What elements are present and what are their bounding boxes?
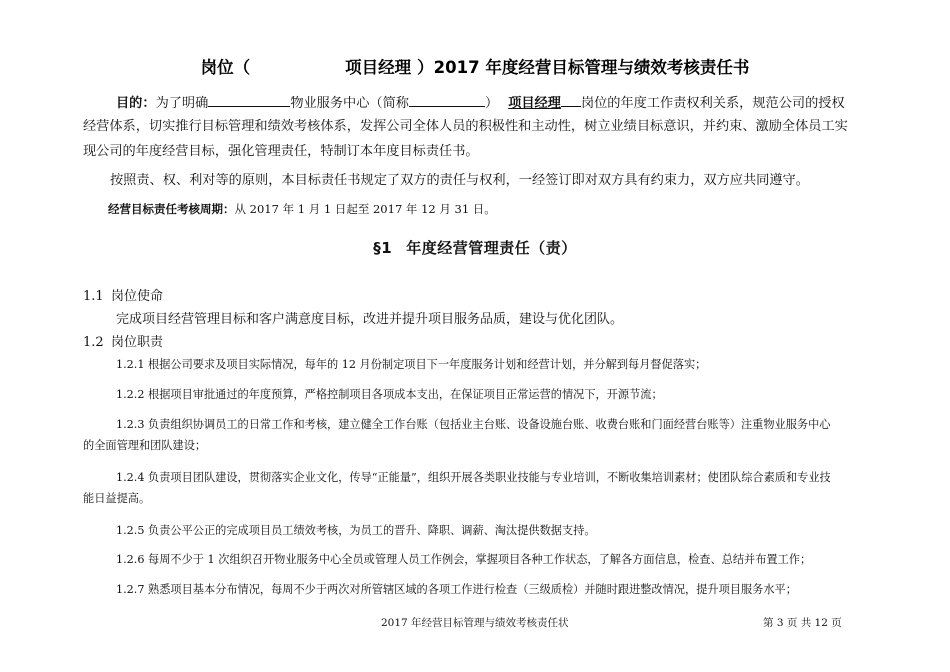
purpose-text-c: ） <box>485 96 499 111</box>
duty-item-continuation: 的全面管理和团队建设； <box>83 439 207 452</box>
purpose-position: 项目经理 <box>508 96 561 111</box>
purpose-line-2: 经营体系，切实推行目标管理和绩效考核体系，发挥公司全体人员的积极性和主动性，树立业绩目标意识，并约束、激励全体员工实 <box>83 119 848 134</box>
title-position: 项目经理 <box>345 58 412 77</box>
assessment-period <box>108 201 496 217</box>
purpose-text-a: 为了明确 <box>155 96 209 111</box>
period-text: 从 2017 年 1 月 1 日起至 2017 年 12 月 31 日。 <box>234 202 496 216</box>
duty-item: 1.2.1 根据公司要求及项目实际情况，每年的 12 月份制定项目下一年度服务计划和经营计划，并分解到每月督促落实； <box>116 358 707 371</box>
title-suffix: ）2017 年度经营目标管理与绩效考核责任书 <box>417 58 750 77</box>
duty-item: 1.2.2 根据项目审批通过的年度预算，严格控制项目各项成本支出，在保证项目正常运营的情况下，开源节流； <box>116 388 663 401</box>
section-heading <box>0 237 950 258</box>
duties-title: 岗位职责 <box>111 335 164 350</box>
section-title: 年度经营管理责任（责） <box>406 239 577 257</box>
purpose-line-3: 现公司的年度经营目标，强化管理责任，特制订本年度目标责任书。 <box>83 144 479 159</box>
duty-item: 1.2.6 每周不少于 1 次组织召开物业服务中心全员或管理人员工作例会，掌握项目各种工作状态，了解各方面信息，检查、总结并布置工作； <box>116 553 812 566</box>
purpose-text-d: 岗位的年度工作责权利关系，规范公司的授权 <box>580 96 845 111</box>
principle-text: 按照责、权、利对等的原则，本目标责任书规定了双方的责任与权利，一经签订即对双方具有约束力，双方应共同遵守。 <box>110 173 809 188</box>
duty-item: 1.2.7 熟悉项目基本分布情况，每周不少于两次对所管辖区域的各项工作进行检查（三级质检）并随时跟进整改情况，提升项目服务水平； <box>116 583 797 596</box>
duty-item: 1.2.3 负责组织协调员工的日常工作和考核，建立健全工作台账（包括业主台账、设备设施台账、收费台账和门面经营台账等）注重物业服务中心 <box>116 418 831 431</box>
duty-item: 1.2.4 负责项目团队建设，贯彻落实企业文化，传导“正能量”，组织开展各类职业技能与专业培训，不断收集培训素材；使团队综合素质和专业技 <box>116 471 831 484</box>
footer-page-number: 第 3 页 共 12 页 <box>763 617 842 629</box>
abbreviation-blank <box>409 91 485 107</box>
mission-heading <box>83 285 163 304</box>
title-prefix: 岗位（ <box>200 58 251 77</box>
section-number: §1 <box>373 239 393 257</box>
purpose-text-b: 物业服务中心（简称 <box>290 96 409 111</box>
mission-text: 完成项目经营管理目标和客户满意度目标，改进并提升项目服务品质，建设与优化团队。 <box>116 312 624 327</box>
document-title <box>0 54 950 78</box>
duty-item-continuation: 能日益提高。 <box>83 492 151 505</box>
duties-number: 1.2 <box>83 335 104 350</box>
footer-document-name: 2017 年经营目标管理与绩效考核责任状 <box>381 617 569 629</box>
purpose-line-1 <box>116 91 845 115</box>
duty-item: 1.2.5 负责公平公正的完成项目员工绩效考核，为员工的晋升、降职、调薪、淘汰提供数据支持。 <box>116 524 596 537</box>
mission-number: 1.1 <box>83 289 104 304</box>
duties-heading <box>83 331 163 350</box>
period-label: 经营目标责任考核周期： <box>108 202 235 216</box>
purpose-label: 目的： <box>116 96 156 111</box>
company-blank <box>208 91 290 107</box>
mission-title: 岗位使命 <box>111 289 164 304</box>
